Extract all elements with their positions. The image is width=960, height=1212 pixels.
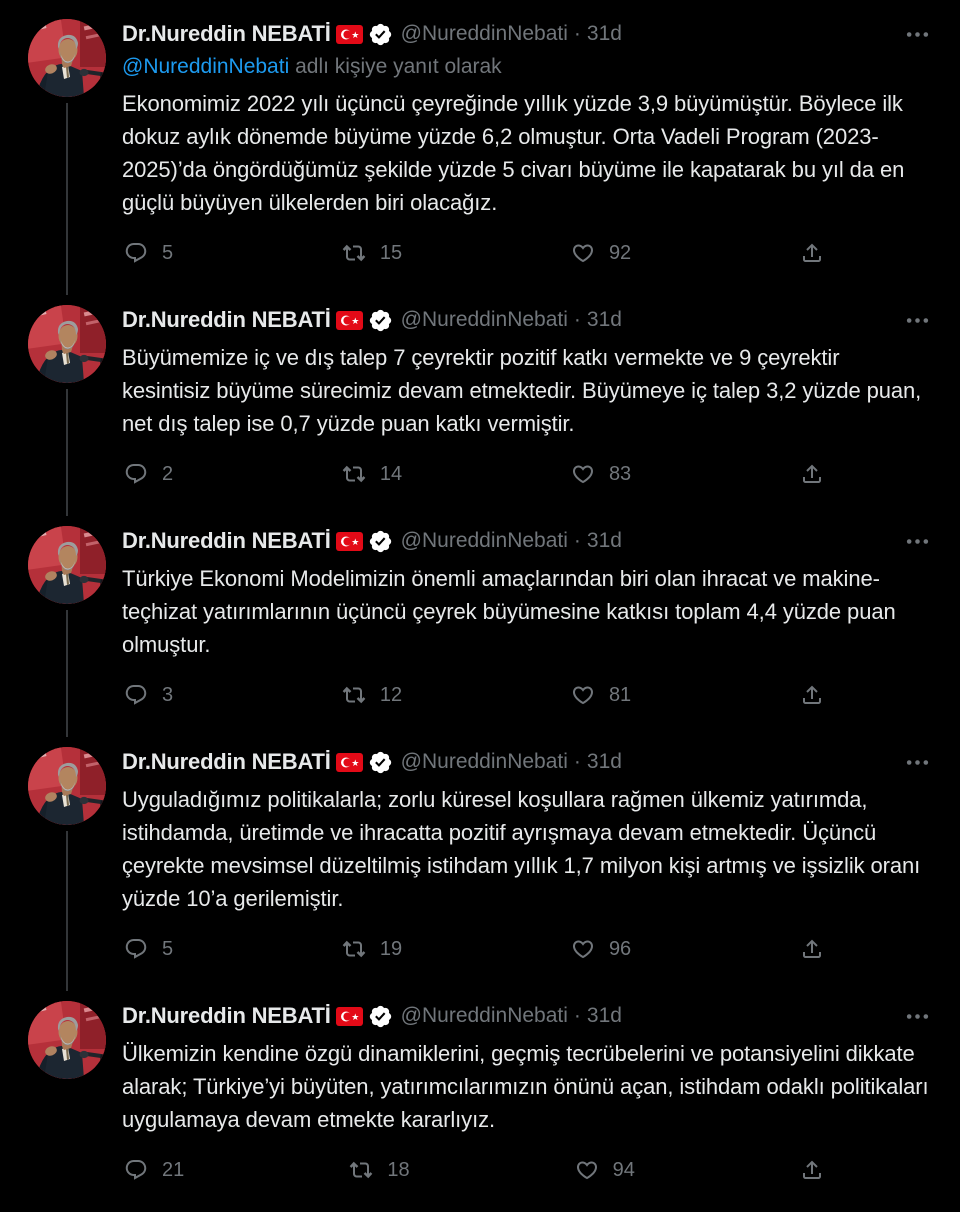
verified-badge-icon — [368, 22, 393, 47]
more-menu-button[interactable] — [903, 527, 932, 556]
retweet-count: 19 — [379, 937, 403, 960]
avatar[interactable] — [28, 19, 106, 97]
avatar[interactable] — [28, 1001, 106, 1079]
profile-photo — [28, 526, 106, 604]
more-horizontal-icon — [905, 308, 930, 333]
handle-and-time[interactable] — [401, 529, 622, 553]
share-upload-icon — [800, 937, 824, 961]
verified-badge-icon — [368, 1004, 393, 1029]
retweet-button[interactable] — [342, 937, 402, 961]
thread-connector-line — [66, 103, 68, 295]
reply-context-text: adlı kişiye yanıt olarak — [289, 55, 502, 78]
turkey-flag-icon — [336, 25, 363, 44]
tweet[interactable] — [0, 295, 960, 516]
turkey-flag-icon — [336, 1007, 363, 1026]
reply-button[interactable] — [124, 683, 173, 707]
reply-count: 2 — [162, 462, 174, 485]
display-name[interactable]: Dr.Nureddin NEBATİ — [122, 749, 331, 774]
tweet-text: Ekonomimiz 2022 yılı üçüncü çeyreğinde yıllık yüzde 3,9 büyümüştür. Böylece ilk dokuz aylık dönemde büyüme yüzde 6,2 olmuştur. Orta Vadeli Program (2023-2025)’da öngördüğümüz şekilde yüzde 5 civarı büyüme ile kapatarak bu yıl da en güçlü büyüyen ülkelerden biri olacağız. — [122, 91, 905, 215]
tweet-actions — [124, 454, 824, 516]
more-horizontal-icon — [905, 750, 930, 775]
tweet-gutter — [28, 1001, 122, 1212]
share-button[interactable] — [800, 683, 824, 707]
separator: · — [573, 308, 581, 331]
tweet-header — [122, 526, 932, 556]
user-handle: @NureddinNebati — [400, 308, 568, 331]
timestamp: 31d — [586, 308, 622, 331]
handle-and-time[interactable] — [401, 1004, 622, 1028]
reply-mention-link[interactable]: @NureddinNebati — [122, 55, 290, 78]
reply-context — [122, 53, 932, 81]
retweet-icon — [342, 241, 366, 265]
handle-and-time[interactable] — [401, 750, 622, 774]
retweet-icon — [342, 937, 366, 961]
share-upload-icon — [800, 241, 824, 265]
reply-count: 21 — [162, 1158, 185, 1181]
tweet-header — [122, 305, 932, 335]
reply-bubble-icon — [124, 937, 148, 961]
heart-icon — [571, 241, 595, 265]
heart-icon — [571, 683, 595, 707]
more-menu-button[interactable] — [903, 1002, 932, 1031]
reply-count: 5 — [162, 241, 174, 264]
heart-icon — [571, 462, 595, 486]
verified-badge-icon — [368, 308, 393, 333]
tweet-header — [122, 19, 932, 49]
display-name[interactable]: Dr.Nureddin NEBATİ — [122, 1003, 331, 1028]
avatar[interactable] — [28, 526, 106, 604]
like-count: 83 — [608, 462, 632, 485]
tweet-text: Büyümemize iç ve dış talep 7 çeyrektir pozitif katkı vermekte ve 9 çeyrektir kesintisiz büyüme sürecimiz devam etmektedir. Büyümeye iç talep 3,2 yüzde puan, net dış talep ise 0,7 yüzde puan katkı vermiştir. — [122, 345, 922, 436]
separator: · — [573, 750, 581, 773]
retweet-icon — [342, 462, 366, 486]
thread-connector-line — [66, 831, 68, 991]
like-button[interactable] — [571, 462, 631, 486]
reply-bubble-icon — [124, 683, 148, 707]
like-button[interactable] — [571, 683, 631, 707]
tweet-header — [122, 1001, 932, 1031]
reply-count: 5 — [162, 937, 174, 960]
retweet-button[interactable] — [349, 1158, 409, 1182]
profile-photo — [28, 1001, 106, 1079]
tweet-text: Uyguladığımız politikalarla; zorlu küresel koşullara rağmen ülkemiz yatırımda, istihdamda, üretimde ve ihracatta pozitif ayrışmaya devam etmektedir. Üçüncü çeyrekte mevsimsel düzeltilmiş istihdam yıllık 1,7 milyon kişi artmış ve işsizlik oranı yüzde 10’a gerilemiştir. — [122, 787, 921, 911]
user-handle: @NureddinNebati — [400, 750, 568, 773]
separator: · — [573, 22, 581, 45]
thread-connector-line — [66, 610, 68, 737]
reply-button[interactable] — [124, 1158, 184, 1182]
user-handle: @NureddinNebati — [400, 1004, 568, 1027]
like-count: 94 — [612, 1158, 635, 1181]
profile-photo — [28, 747, 106, 825]
tweet-text: Ülkemizin kendine özgü dinamiklerini, geçmiş tecrübelerini ve potansiyelini dikkate alarak; Türkiye’yi büyüten, yatırımcılarımızın önünü açan, istihdam odaklı politikaları uygulamaya devam etmekte kararlıyız. — [122, 1041, 929, 1132]
display-name[interactable]: Dr.Nureddin NEBATİ — [122, 21, 331, 46]
more-horizontal-icon — [905, 529, 930, 554]
heart-icon — [575, 1158, 599, 1182]
retweet-count: 18 — [387, 1158, 410, 1181]
reply-bubble-icon — [124, 462, 148, 486]
more-menu-button[interactable] — [903, 748, 932, 777]
retweet-button[interactable] — [342, 462, 402, 486]
separator: · — [573, 529, 581, 552]
reply-button[interactable] — [124, 241, 173, 265]
heart-icon — [571, 937, 595, 961]
verified-badge-icon — [368, 750, 393, 775]
reply-count: 3 — [162, 683, 174, 706]
tweet-actions — [124, 233, 824, 295]
reply-button[interactable] — [124, 462, 173, 486]
timestamp: 31d — [586, 529, 622, 552]
reply-bubble-icon — [124, 1158, 148, 1182]
share-upload-icon — [800, 683, 824, 707]
share-button[interactable] — [800, 937, 824, 961]
more-horizontal-icon — [905, 22, 930, 47]
tweet-gutter — [28, 19, 122, 295]
more-horizontal-icon — [905, 1004, 930, 1029]
avatar[interactable] — [28, 747, 106, 825]
tweet-actions — [124, 1150, 824, 1212]
retweet-icon — [349, 1158, 373, 1182]
turkey-flag-icon — [336, 311, 363, 330]
timestamp: 31d — [586, 750, 622, 773]
like-button[interactable] — [575, 1158, 635, 1182]
tweet[interactable] — [0, 9, 960, 295]
verified-badge-icon — [368, 529, 393, 554]
like-count: 81 — [608, 683, 632, 706]
turkey-flag-icon — [336, 753, 363, 772]
handle-and-time[interactable] — [401, 22, 622, 46]
retweet-count: 15 — [379, 241, 403, 264]
tweet-actions — [124, 929, 824, 991]
like-count: 92 — [608, 241, 632, 264]
like-button[interactable] — [571, 937, 631, 961]
handle-and-time[interactable] — [401, 308, 622, 332]
share-upload-icon — [800, 462, 824, 486]
retweet-button[interactable] — [342, 241, 402, 265]
timestamp: 31d — [586, 22, 622, 45]
tweet-gutter — [28, 305, 122, 516]
tweet[interactable] — [0, 516, 960, 737]
tweet-actions — [124, 675, 824, 737]
profile-photo — [28, 305, 106, 383]
timestamp: 31d — [586, 1004, 622, 1027]
tweet-text: Türkiye Ekonomi Modelimizin önemli amaçlarından biri olan ihracat ve makine-teçhizat yatırımlarının üçüncü çeyrek büyümesine katkısı toplam 4,4 yüzde puan olmuştur. — [122, 566, 896, 657]
retweet-button[interactable] — [342, 683, 402, 707]
separator: · — [573, 1004, 581, 1027]
tweet[interactable] — [0, 737, 960, 991]
retweet-count: 12 — [379, 683, 403, 706]
thread-connector-line — [66, 389, 68, 516]
display-name[interactable]: Dr.Nureddin NEBATİ — [122, 307, 331, 332]
share-button[interactable] — [800, 1158, 824, 1182]
like-button[interactable] — [571, 241, 631, 265]
share-upload-icon — [800, 1158, 824, 1182]
user-handle: @NureddinNebati — [400, 22, 568, 45]
more-menu-button[interactable] — [903, 20, 932, 49]
avatar[interactable] — [28, 305, 106, 383]
like-count: 96 — [608, 937, 632, 960]
share-button[interactable] — [800, 241, 824, 265]
retweet-count: 14 — [379, 462, 403, 485]
more-menu-button[interactable] — [903, 306, 932, 335]
reply-button[interactable] — [124, 937, 173, 961]
reply-bubble-icon — [124, 241, 148, 265]
display-name[interactable]: Dr.Nureddin NEBATİ — [122, 528, 331, 553]
tweet[interactable] — [0, 991, 960, 1212]
tweet-gutter — [28, 747, 122, 991]
tweet-gutter — [28, 526, 122, 737]
turkey-flag-icon — [336, 532, 363, 551]
share-button[interactable] — [800, 462, 824, 486]
user-handle: @NureddinNebati — [400, 529, 568, 552]
tweet-header — [122, 747, 932, 777]
retweet-icon — [342, 683, 366, 707]
profile-photo — [28, 19, 106, 97]
